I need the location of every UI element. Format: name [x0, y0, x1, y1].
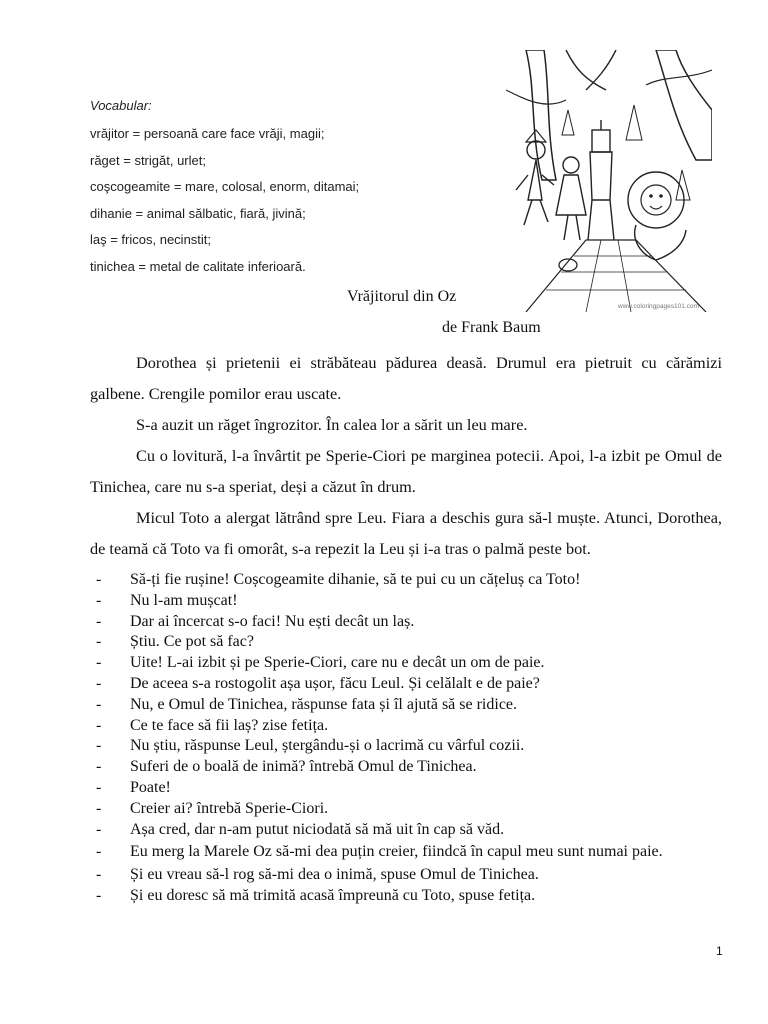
dialog-line: - Ce te face să fii laș? zise fetița.	[96, 716, 329, 734]
vocabulary-item: dihanie = animal sălbatic, fiară, jivină;	[90, 205, 306, 221]
vocabulary-item: laş = fricos, necinstit;	[90, 232, 212, 247]
dialog-list	[90, 570, 722, 907]
story-paragraph: Micul Toto a alergat lătrând spre Leu. Fiara a deschis gura să-l muște. Atunci, Dorothea, de teamă că Toto va fi omorât, s-a repezit la Leu și i-a tras o palmă peste bot.	[90, 508, 722, 558]
wizard-of-oz-illustration	[506, 50, 712, 312]
dialog-line: - Nu știu, răspunse Leul, ștergându-și o lacrimă cu vârful cozii.	[96, 737, 525, 755]
dialog-line: - Nu l-am mușcat!	[96, 591, 238, 609]
story-paragraph: S-a auzit un răget îngrozitor. În calea lor a sărit un leu mare.	[136, 415, 528, 434]
vocabulary-title: Vocabular:	[90, 98, 152, 113]
dialog-line: - Creier ai? întrebă Sperie-Ciori.	[96, 799, 329, 817]
dialog-line: - Să-ți fie rușine! Coșcogeamite dihanie, să te pui cu un cățeluș ca Toto!	[96, 571, 581, 588]
dialog-line: - Nu, e Omul de Tinichea, răspunse fata și îl ajută să se ridice.	[96, 695, 518, 713]
story-author: de Frank Baum	[442, 319, 541, 336]
story-title: Vrăjitorul din Oz	[347, 288, 457, 305]
story-body	[90, 347, 722, 564]
story-paragraph: Dorothea și prietenii ei străbăteau pădurea deasă. Drumul era pietruit cu cărămizi galbene. Crengile pomilor erau uscate.	[90, 353, 722, 403]
vocabulary-box	[90, 98, 510, 280]
vocabulary-item: coşcogeamite = mare, colosal, enorm, ditamai;	[90, 179, 360, 194]
dialog-line: - Și eu vreau să-l rog să-mi dea o inimă, spuse Omul de Tinichea.	[96, 866, 539, 884]
vocabulary-item: tinichea = metal de calitate inferioară.	[90, 258, 306, 274]
dialog-line: - Uite! L-ai izbit și pe Sperie-Ciori, care nu e decât un om de paie.	[96, 654, 545, 672]
dialog-line: - Suferi de o boală de inimă? întrebă Omul de Tinichea.	[96, 758, 477, 776]
dialog-line: - Dar ai încercat s-o faci! Nu ești decât un laș.	[96, 612, 415, 630]
dialog-line: - Poate!	[96, 778, 171, 796]
dialog-line: - Așa cred, dar n-am putut niciodată să mă uit în cap să văd.	[96, 820, 505, 838]
illustration-credit: www.coloringpages101.com	[618, 303, 699, 310]
vocabulary-item: vrăjitor = persoană care face vrăji, magii;	[90, 126, 325, 141]
vocabulary-item: răget = strigăt, urlet;	[90, 152, 206, 168]
dialog-line: - Eu merg la Marele Oz să-mi dea puțin creier, fiindcă în capul meu sunt numai paie.	[96, 843, 663, 861]
dialog-line: - De aceea s-a rostogolit așa ușor, făcu Leul. Și celălalt e de paie?	[96, 674, 540, 692]
story-paragraph: Cu o lovitură, l-a învârtit pe Sperie-Ciori pe marginea potecii. Apoi, l-a izbit pe Omul de Tinichea, care nu s-a speriat, deși a căzut în drum.	[90, 446, 722, 496]
dialog-line: - Și eu doresc să mă trimită acasă împreună cu Toto, spuse fetița.	[96, 887, 536, 905]
page-number: 1	[716, 944, 723, 958]
dialog-line: - Știu. Ce pot să fac?	[96, 633, 254, 651]
